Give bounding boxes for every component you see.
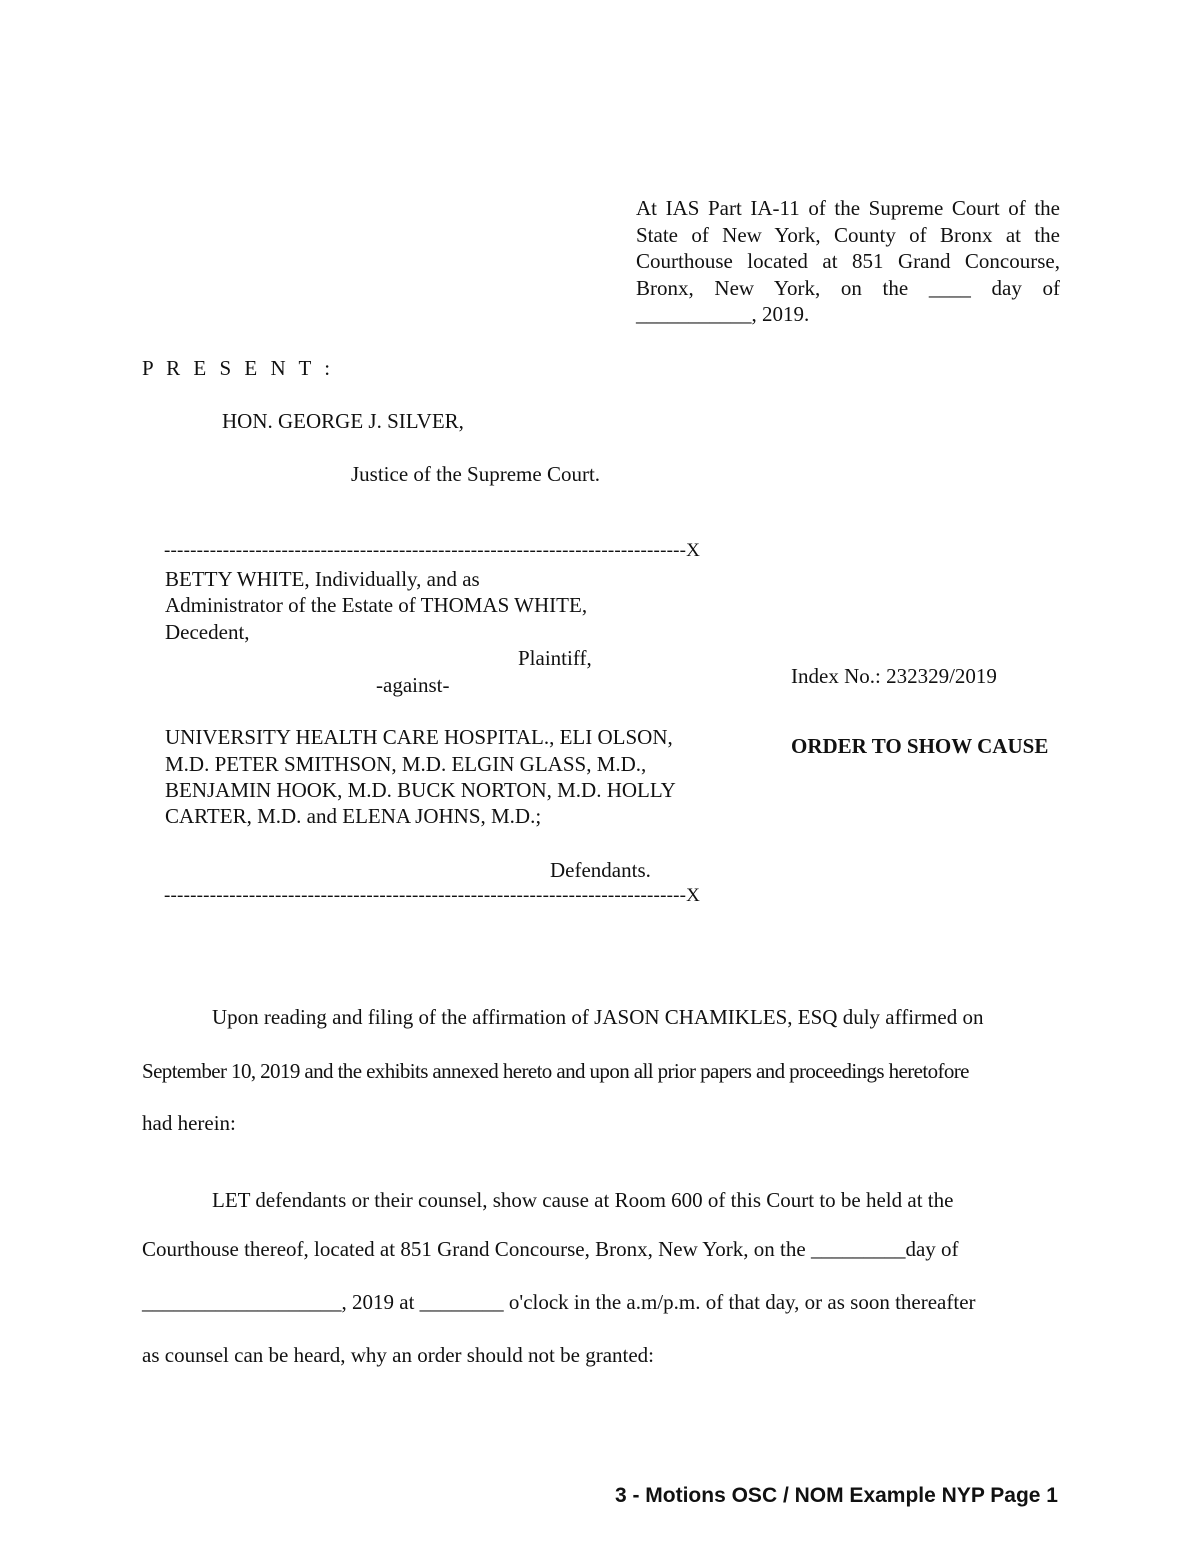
court-location-block — [636, 195, 1060, 328]
justice-name: HON. GEORGE J. SILVER, — [222, 409, 464, 433]
plaintiff-line: Administrator of the Estate of THOMAS WHITE, — [165, 593, 588, 617]
caption-bottom-rule: --------------------------------------------------------------------------------X — [164, 885, 701, 906]
court-line: ___________, 2019. — [636, 302, 810, 326]
plaintiff-label: Plaintiff, — [518, 646, 592, 670]
defendant-line: M.D. PETER SMITHSON, M.D. ELGIN GLASS, M.D., — [165, 752, 647, 776]
plaintiff-line: Decedent, — [165, 620, 250, 644]
paragraph-1-line: Upon reading and filing of the affirmation of JASON CHAMIKLES, ESQ duly affirmed on — [212, 1005, 984, 1029]
paragraph-1-line: September 10, 2019 and the exhibits annexed hereto and upon all prior papers and proceedings heretofore — [142, 1059, 969, 1083]
page-footer: 3 - Motions OSC / NOM Example NYP Page 1 — [614, 1484, 1058, 1507]
court-line: State of New York, County of Bronx at the — [636, 222, 1060, 247]
paragraph-1-line: had herein: — [142, 1111, 236, 1135]
plaintiff-line: BETTY WHITE, Individually, and as — [165, 567, 480, 591]
paragraph-2-line: LET defendants or their counsel, show cause at Room 600 of this Court to be held at the — [212, 1188, 954, 1212]
paragraph-2-line: ___________________, 2019 at ________ o'clock in the a.m/p.m. of that day, or as soon thereafter — [142, 1290, 976, 1314]
document-title: ORDER TO SHOW CAUSE — [791, 734, 1049, 758]
against-label: -against- — [376, 673, 450, 697]
defendants-label: Defendants. — [550, 858, 651, 882]
index-number: Index No.: 232329/2019 — [791, 664, 997, 688]
present-label: P R E S E N T : — [142, 356, 335, 380]
court-line: Bronx, New York, on the ____ day of — [636, 275, 1060, 300]
caption-top-rule: --------------------------------------------------------------------------------X — [164, 540, 701, 561]
paragraph-2-line: Courthouse thereof, located at 851 Grand Concourse, Bronx, New York, on the _________day of — [142, 1237, 959, 1261]
paragraph-2-line: as counsel can be heard, why an order should not be granted: — [142, 1343, 654, 1367]
defendant-line: BENJAMIN HOOK, M.D. BUCK NORTON, M.D. HOLLY — [165, 778, 676, 802]
court-line: At IAS Part IA-11 of the Supreme Court of the — [636, 196, 1060, 220]
court-line: Courthouse located at 851 Grand Concourse, — [636, 249, 1060, 273]
defendant-line: UNIVERSITY HEALTH CARE HOSPITAL., ELI OLSON, — [165, 725, 673, 749]
defendant-line: CARTER, M.D. and ELENA JOHNS, M.D.; — [165, 804, 542, 828]
justice-title: Justice of the Supreme Court. — [351, 462, 601, 486]
